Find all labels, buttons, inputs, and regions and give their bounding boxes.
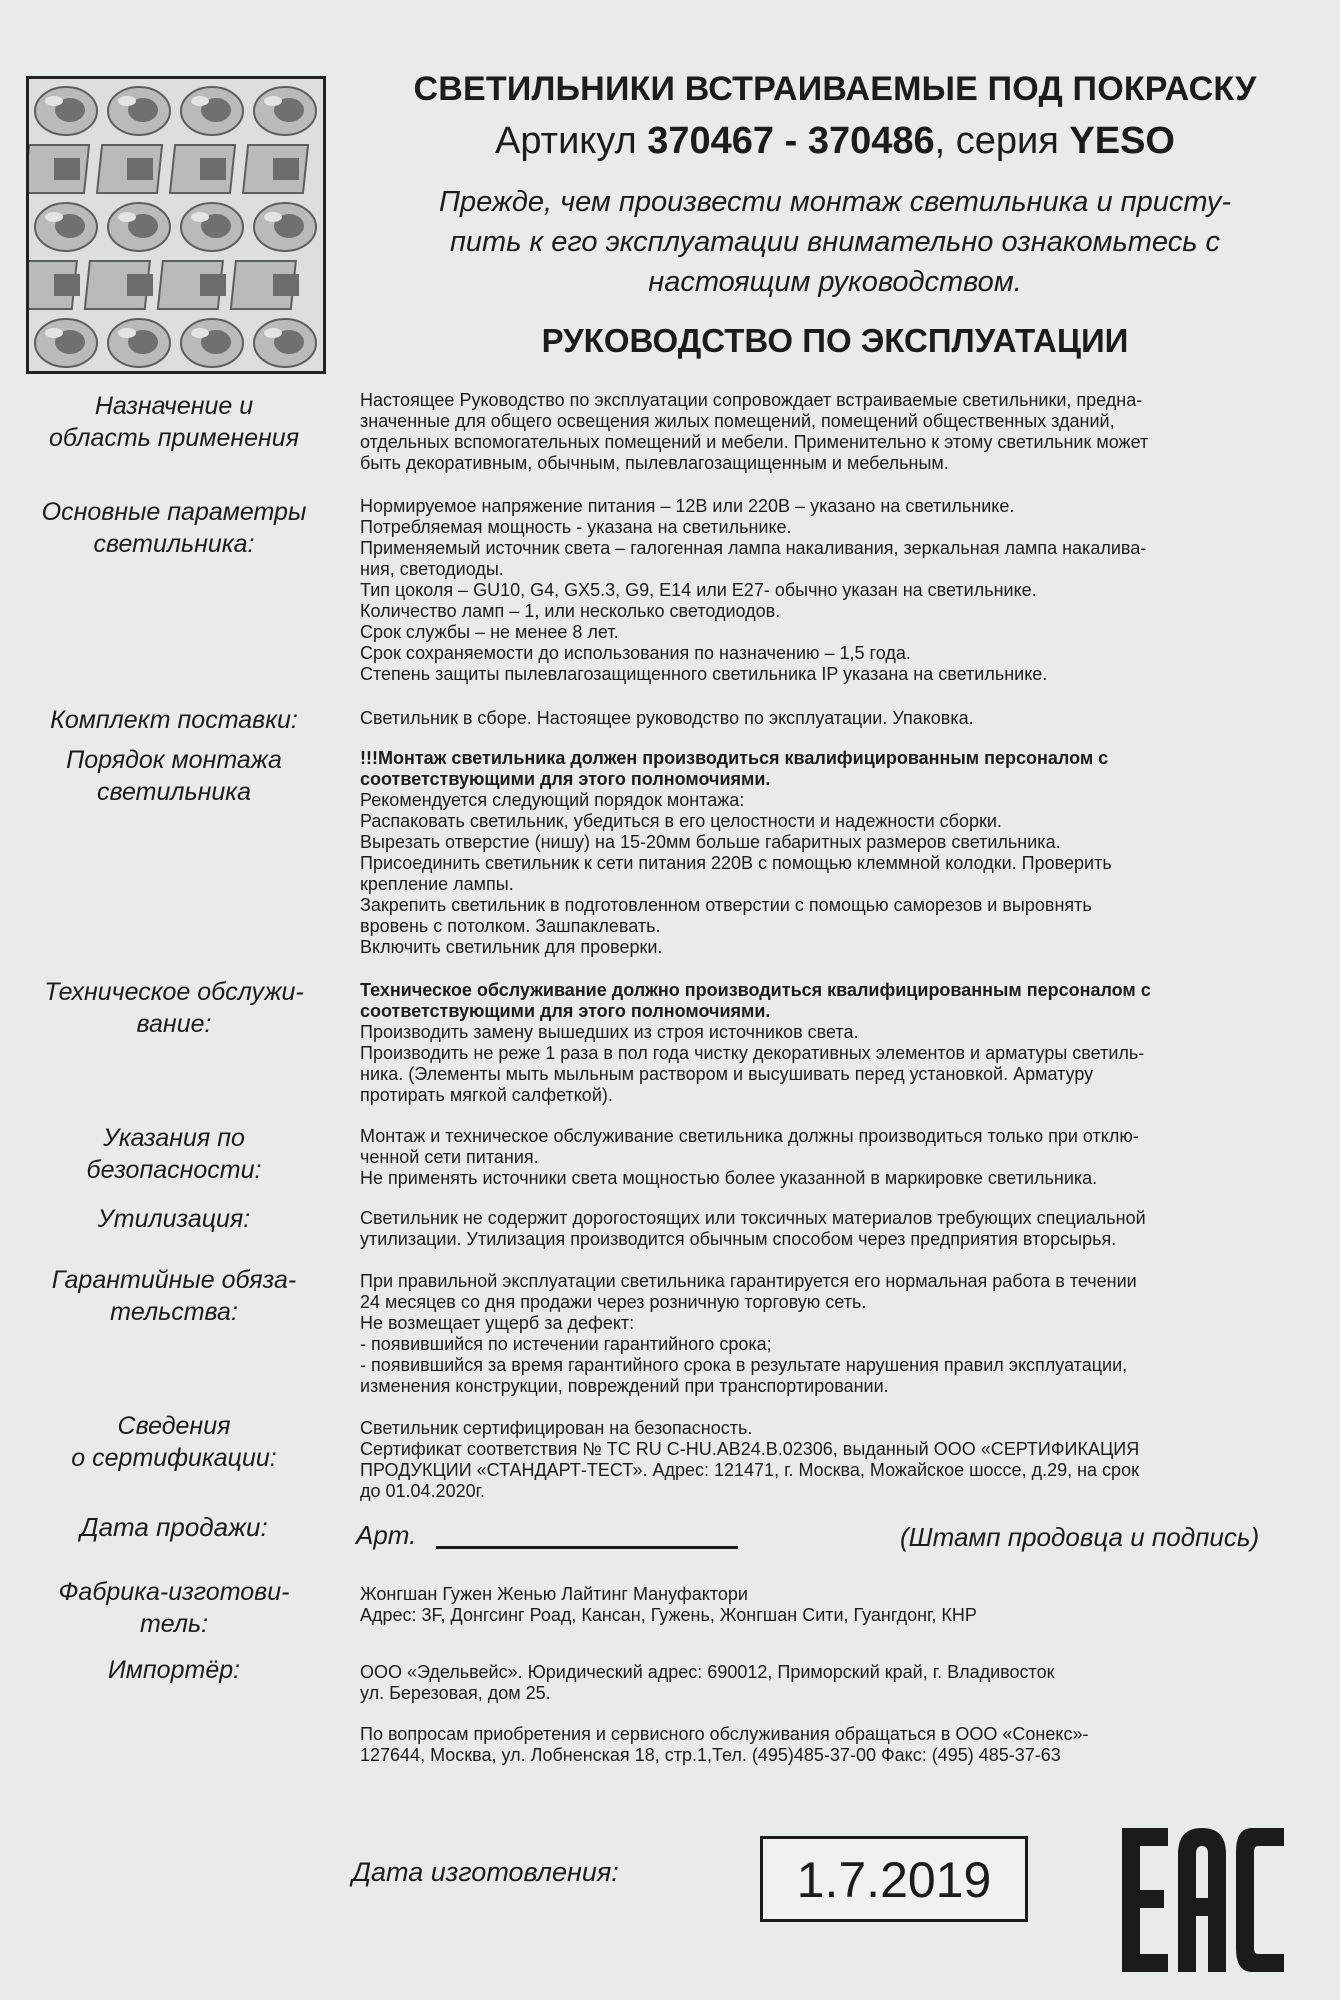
text-line-bold: !!!Монтаж светильника должен производиться квалифицированным персоналом с [360, 748, 1109, 768]
article-prefix: Артикул [495, 120, 648, 162]
document-title: СВЕТИЛЬНИКИ ВСТРАИВАЕМЫЕ ПОД ПОКРАСКУ [413, 70, 1257, 108]
text-line: Монтаж и техническое обслуживание светильника должны производиться только при отклю- [360, 1126, 1139, 1146]
label-line: о сертификации: [71, 1444, 277, 1472]
section-label-safety [14, 1122, 334, 1186]
text-line: Нормируемое напряжение питания – 12В или 220В – указано на светильнике. [360, 496, 1015, 516]
series-name: YESO [1069, 120, 1175, 162]
label-line: область применения [48, 424, 300, 452]
section-label-maintenance [14, 976, 334, 1040]
text-line: Распаковать светильник, убедиться в его целостности и надежности сборки. [360, 811, 1002, 831]
text-line: Вырезать отверстие (нишу) на 15-20мм больше габаритных размеров светильника. [360, 832, 1061, 852]
luminaire-thumb-icon [181, 319, 243, 367]
section-label-kit [14, 704, 334, 736]
luminaire-thumb-icon [231, 261, 299, 309]
section-label-certification [14, 1410, 334, 1474]
text-line: ул. Березовая, дом 25. [360, 1683, 551, 1703]
luminaire-thumb-icon [108, 203, 170, 251]
luminaire-thumb-icon [97, 145, 162, 193]
manufacture-date-box [760, 1836, 1028, 1922]
label-line: светильника [97, 778, 251, 806]
text-line: Производить не реже 1 раза в пол года чистку декоративных элементов и арматуры светиль- [360, 1043, 1145, 1063]
luminaire-thumb-icon [29, 261, 80, 309]
section-label-disposal [14, 1203, 334, 1235]
text-line: - появившийся за время гарантийного срока в результате нарушения правил эксплуатации, [360, 1355, 1128, 1375]
text-line: ПРОДУКЦИИ «СТАНДАРТ-ТЕСТ». Адрес: 121471, г. Москва, Можайское шоссе, д.29, на срок [360, 1460, 1139, 1480]
section-text-manufacturer [360, 1584, 1310, 1626]
section-label-mounting [14, 744, 334, 808]
luminaire-thumb-icon [254, 87, 316, 135]
label-line: тельства: [110, 1298, 238, 1326]
section-text-mounting [360, 748, 1310, 958]
manufacture-date-value: 1.7.2019 [796, 1852, 992, 1908]
luminaire-thumb-icon [35, 87, 97, 135]
section-text-disposal [360, 1208, 1310, 1250]
product-thumbnails [26, 76, 326, 374]
section-text-certification [360, 1418, 1310, 1502]
luminaire-thumb-icon [35, 203, 97, 251]
label-line: Фабрика-изготови- [58, 1578, 290, 1606]
text-line: протирать мягкой салфеткой). [360, 1085, 613, 1105]
luminaire-thumb-icon [243, 145, 308, 193]
label-line: тель: [139, 1610, 209, 1638]
eac-mark-icon [1118, 1824, 1288, 1976]
text-line: При правильной эксплуатации светильника гарантируется его нормальная работа в течении [360, 1271, 1137, 1291]
section-label-manufacturer [14, 1576, 334, 1640]
label-line: Техническое обслужи- [44, 978, 304, 1006]
text-line: Не применять источники света мощностью более указанной в маркировке светильника. [360, 1168, 1098, 1188]
text-line: Тип цоколя – GU10, G4, GX5.3, G9, E14 или E27- обычно указан на светильнике. [360, 580, 1037, 600]
label-line: Импортёр: [107, 1656, 241, 1684]
text-line: Светильник не содержит дорогостоящих или токсичных материалов требующих специальной [360, 1208, 1146, 1228]
sale-date-label: Дата продажи: [80, 1512, 268, 1542]
section-text-importer [360, 1662, 1310, 1704]
text-line-bold: соответствующими для этого полномочиями. [360, 1001, 771, 1021]
label-line: Сведения [117, 1412, 231, 1440]
text-line: Срок службы – не менее 8 лет. [360, 622, 619, 642]
text-line: Адрес: 3F, Донгсинг Роад, Кансан, Гужень, Жонгшан Сити, Гуангдонг, КНР [360, 1605, 977, 1625]
text-line: до 01.04.2020г. [360, 1481, 485, 1501]
text-line: Потребляемая мощность - указана на светильнике. [360, 517, 792, 537]
text-line: отдельных вспомогательных помещений и мебели. Применительно к этому светильник может [360, 432, 1149, 452]
text-line: Присоединить светильник к сети питания 220В с помощью клеммной колодки. Проверить [360, 853, 1112, 873]
text-line: Степень защиты пылевлагозащищенного светильника IP указана на светильнике. [360, 664, 1048, 684]
text-line: ника. (Элементы мыть мыльным раствором и высушивать перед установкой. Арматуру [360, 1064, 1094, 1084]
label-line: Указания по [103, 1124, 245, 1152]
manufacture-date-label: Дата изготовления: [352, 1857, 619, 1887]
label-line: Назначение и [94, 392, 254, 420]
luminaire-thumb-icon [85, 261, 153, 309]
text-line: крепление лампы. [360, 874, 514, 894]
section-text-safety [360, 1126, 1310, 1189]
label-line: безопасности: [86, 1156, 262, 1184]
label-line: Утилизация: [97, 1205, 251, 1233]
text-line: Срок сохраняемости до использования по назначению – 1,5 года. [360, 643, 911, 663]
text-line: Сертификат соответствия № ТС RU С-HU.АВ24.В.02306, выданный ООО «СЕРТИФИКАЦИЯ [360, 1439, 1140, 1459]
intro-text [350, 182, 1320, 302]
text-line: По вопросам приобретения и сервисного обслуживания обращаться в ООО «Сонекс»- [360, 1724, 1089, 1744]
text-line: быть декоративным, обычным, пылевлагозащищенным и мебельным. [360, 453, 949, 473]
seller-stamp-note: (Штамп продовца и подпись) [900, 1522, 1260, 1552]
text-line: изменения конструкции, повреждений при транспортировании. [360, 1376, 889, 1396]
section-label-warranty [14, 1264, 334, 1328]
luminaire-thumb-icon [181, 87, 243, 135]
luminaire-thumb-icon [181, 203, 243, 251]
luminaire-thumb-icon [108, 319, 170, 367]
text-line: Рекомендуется следующий порядок монтажа: [360, 790, 745, 810]
text-line: Применяемый источник света – галогенная лампа накаливания, зеркальная лампа накалива- [360, 538, 1147, 558]
art-fill-line [436, 1546, 738, 1549]
series-prefix: , серия [934, 120, 1070, 162]
luminaire-thumb-icon [254, 203, 316, 251]
text-line: 127644, Москва, ул. Лобненская 18, стр.1,Тел. (495)485-37-00 Факс: (495) 485-37-63 [360, 1745, 1061, 1765]
label-line: Основные параметры [41, 498, 307, 526]
text-line: Закрепить светильник в подготовленном отверстии с помощью саморезов и выровнять [360, 895, 1092, 915]
luminaire-thumb-icon [35, 319, 97, 367]
art-label: Арт. [356, 1520, 417, 1550]
section-label-params [14, 496, 334, 560]
text-line: Светильник в сборе. Настоящее руководство по эксплуатации. Упаковка. [360, 708, 974, 728]
text-line: ния, светодиоды. [360, 559, 504, 579]
article-line [350, 120, 1320, 163]
luminaire-thumb-icon [170, 145, 235, 193]
text-line: 24 месяцев со дня продажи через розничную торговую сеть. [360, 1292, 867, 1312]
text-line: Жонгшан Гужен Женью Лайтинг Мануфактори [360, 1584, 748, 1604]
text-line: ООО «Эдельвейс». Юридический адрес: 690012, Приморский край, г. Владивосток [360, 1662, 1055, 1682]
section-text-service [360, 1724, 1310, 1766]
intro-line: пить к его эксплуатации внимательно ознакомьтесь с [449, 226, 1221, 258]
section-label-importer [14, 1654, 334, 1686]
label-line: светильника: [93, 530, 255, 558]
section-text-kit [360, 708, 1310, 729]
text-line: Количество ламп – 1, или несколько светодиодов. [360, 601, 781, 621]
label-line: вание: [136, 1010, 212, 1038]
section-text-purpose [360, 390, 1310, 474]
product-thumbnails-drawing [29, 79, 323, 371]
text-line: Не возмещает ущерб за дефект: [360, 1313, 635, 1333]
intro-line: Прежде, чем произвести монтаж светильника и присту- [438, 186, 1232, 218]
section-text-params [360, 496, 1310, 685]
manual-title: РУКОВОДСТВО ПО ЭКСПЛУАТАЦИИ [541, 322, 1129, 359]
text-line-bold: соответствующими для этого полномочиями. [360, 769, 771, 789]
text-line: утилизации. Утилизация производится обычным способом через предприятия вторсырья. [360, 1229, 1117, 1249]
section-text-warranty [360, 1271, 1310, 1397]
label-line: Гарантийные обяза- [51, 1266, 297, 1294]
article-range: 370467 - 370486 [647, 120, 935, 162]
text-line: Производить замену вышедших из строя источников света. [360, 1022, 859, 1042]
luminaire-thumb-icon [158, 261, 226, 309]
intro-line: настоящим руководством. [648, 266, 1022, 298]
luminaire-thumb-icon [29, 145, 89, 193]
luminaire-thumb-icon [254, 319, 316, 367]
text-line: Включить светильник для проверки. [360, 937, 663, 957]
text-line: вровень с потолком. Зашпаклевать. [360, 916, 661, 936]
text-line: ченной сети питания. [360, 1147, 539, 1167]
text-line: значенные для общего освещения жилых помещений, помещений общественных зданий, [360, 411, 1115, 431]
label-line: Порядок монтажа [66, 746, 282, 774]
label-line: Комплект поставки: [50, 706, 298, 734]
text-line-bold: Техническое обслуживание должно производиться квалифицированным персоналом с [360, 980, 1151, 1000]
text-line: Настоящее Руководство по эксплуатации сопровождает встраиваемые светильники, предна- [360, 390, 1143, 410]
section-label-purpose [14, 390, 334, 454]
luminaire-thumb-icon [108, 87, 170, 135]
text-line: - появившийся по истечении гарантийного срока; [360, 1334, 772, 1354]
text-line: Светильник сертифицирован на безопасность. [360, 1418, 753, 1438]
section-text-maintenance [360, 980, 1310, 1106]
